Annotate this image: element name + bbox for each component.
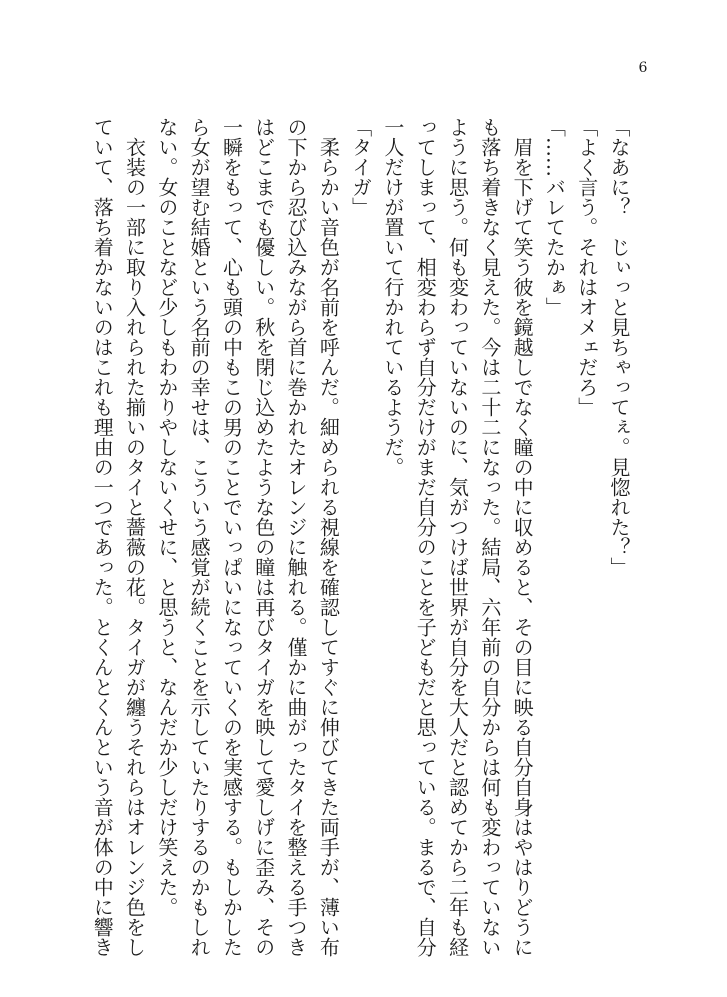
text-line: の下から忍び込みながら首に巻かれたオレンジに触れる。僅かに曲がったタイを整える手つき [284, 117, 309, 957]
text-line: 衣装の一部に取り入れられた揃いのタイと薔薇の花。タイガが纏うそれらはオレンジ色をし [122, 117, 147, 957]
text-line: 眉を下げて笑う彼を鏡越しでなく瞳の中に収めると、その目に映る自分自身はやはりどうに [510, 117, 535, 957]
text-line: 柔らかい音色が名前を呼んだ。細められる視線を確認してすぐに伸びてきた両手が、薄い布 [316, 117, 341, 957]
text-line: 一人だけが置いて行かれているようだ。 [380, 117, 405, 477]
text-line: 「なあに？ じぃっと見ちゃってぇ。見惚れた？」 [607, 117, 631, 577]
text-line: ら女が望む結婚という名前の幸せは、こういう感覚が続くことを示していたりするのかもしれ [187, 117, 212, 957]
page-number: 6 [638, 60, 648, 76]
text-line: 「……バレてたかぁ」 [542, 117, 567, 317]
novel-text-body [86, 117, 635, 957]
text-line: ていて、落ち着かないのはこれも理由の一つであった。とくんとくんという音が体の中に響き [90, 117, 115, 957]
text-line: 「タイガ」 [348, 117, 373, 217]
text-line: ない。女のことなど少しもわかりやしないくせに、と思うと、なんだか少しだけ笑えた。 [154, 117, 179, 917]
text-line: も落ち着きなく見えた。今は二十二になった。結局、六年前の自分からは何も変わっていない [477, 117, 502, 957]
text-line: ってしまって、相変わらず自分だけがまだ自分のことを子どもだと思っている。まるで、自分 [413, 117, 438, 957]
text-line: ように思う。何も変わっていないのに、気がつけば世界が自分を大人だと認めてから二年も経 [445, 117, 470, 957]
text-line: 「よく言う。それはオメェだろ」 [574, 117, 599, 417]
text-line: はどこまでも優しい。秋を閉じ込めたような色の瞳は再びタイガを映して愛しげに歪み、その [251, 117, 276, 957]
text-line: 一瞬をもって、心も頭の中もこの男のことでいっぱいになっていくのを実感する。もしかした [219, 117, 244, 957]
